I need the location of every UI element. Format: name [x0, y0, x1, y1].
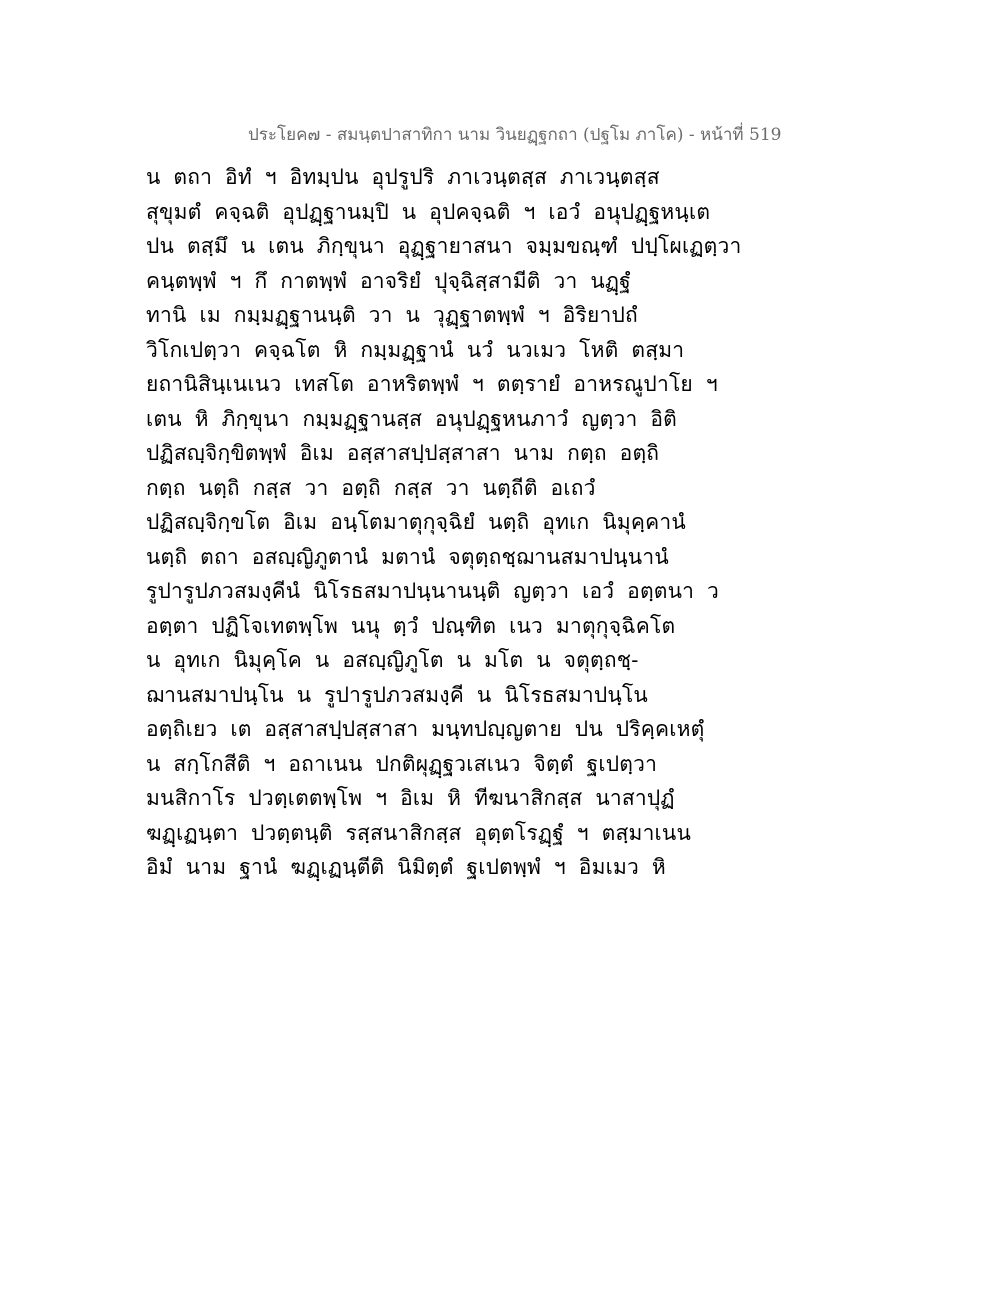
text-line: คนฺตพฺพํ ฯ กึ กาตพฺพํ อาจริยํ ปุจฺฉิสฺสามีติ วา นฏฺฐํ: [146, 268, 631, 293]
text-line: ฆฏฺเฏนฺตา ปวตฺตนฺติ รสฺสนาสิกสฺส อุตฺตโรฏฺฐํ ฯ ตสฺมาเนน: [146, 820, 692, 845]
text-line: น อุทเก นิมุคฺโค น อสญฺญิภูโต น มโต น จตุตฺถชฺ-: [146, 648, 639, 672]
page-header: ประโยค๗ - สมนฺตปาสาทิกา นาม วินยฏฺฐกถา (ปฐโม ภาโค) - หน้าที่ 519: [248, 125, 782, 145]
text-line: น สกฺโกสีติ ฯ อถาเนน ปกติผุฏฺฐวเสเนว จิตฺตํ ฐเปตฺวา: [146, 751, 658, 776]
text-line: ปฏิสญฺจิกฺขโต อิเม อนฺโตมาตุกุจฺฉิยํ นตฺถิ อุทเก นิมุคฺคานํ: [146, 510, 686, 534]
text-line: อิมํ นาม ฐานํ ฆฏฺเฏนฺตีติ นิมิตฺตํ ฐเปตพฺพํ ฯ อิมเมว หิ: [146, 855, 666, 879]
text-line: อตฺถิเยว เต อสฺสาสปฺปสฺสาสา มนฺทปญฺญตาย ปน ปริคฺคเหตุํ: [146, 717, 705, 741]
text-line: นตฺถิ ตถา อสญฺญิภูตานํ มตานํ จตุตฺถชฺฌานสมาปนฺนานํ: [146, 544, 669, 569]
text-line: ปน ตสฺมึ น เตน ภิกฺขุนา อุฏฺฐายาสนา จมฺมขณฺฑํ ปปฺโผเฏตฺวา: [146, 234, 742, 258]
text-line: วิโกเปตฺวา คจฺฉโต หิ กมฺมฏฺฐานํ นวํ นวเมว โหติ ตสฺมา: [146, 337, 685, 362]
text-line: ปฏิสญฺจิกฺขิตพฺพํ อิเม อสฺสาสปฺปสฺสาสา นาม กตฺถ อตฺถิ: [146, 441, 660, 465]
text-line: สุขุมตํ คจฺฉติ อุปฏฺฐานมฺปิ น อุปคจฺฉติ ฯ เอวํ อนุปฏฺฐหนฺเต: [146, 199, 711, 224]
text-line: ยถานิสินฺเนเนว เทสโต อาหริตพฺพํ ฯ ตตฺรายํ อาหรณูปาโย ฯ: [146, 372, 718, 396]
text-line: เตน หิ ภิกฺขุนา กมฺมฏฺฐานสฺส อนุปฏฺฐหนภาวํ ญตฺวา อิติ: [146, 406, 677, 431]
text-line: อตฺตา ปฏิโจเทตพฺโพ นนุ ตฺวํ ปณฺฑิต เนว มาตุกุจฺฉิคโต: [146, 613, 676, 638]
text-line: รูปารูปภวสมงฺคีนํ นิโรธสมาปนฺนานนฺติ ญตฺวา เอวํ อตฺตนา ว: [146, 579, 720, 603]
body-text: [146, 160, 886, 885]
text-line: น ตถา อิทํ ฯ อิทมฺปน อุปรูปริ ภาเวนฺตสฺส ภาเวนฺตสฺส: [146, 165, 660, 189]
text-line: กตฺถ นตฺถิ กสฺส วา อตฺถิ กสฺส วา นตฺถีติ อเถวํ: [146, 475, 596, 500]
text-line: มนสิกาโร ปวตฺเตตพฺโพ ฯ อิเม หิ ทีฆนาสิกสฺส นาสาปุฏํ: [146, 786, 675, 810]
text-line: ฌานสมาปนฺโน น รูปารูปภวสมงฺคี น นิโรธสมาปนฺโน: [146, 682, 648, 707]
text-line: ทานิ เม กมฺมฏฺฐานนฺติ วา น วุฏฺฐาตพฺพํ ฯ อิริยาปถํ: [146, 303, 638, 327]
